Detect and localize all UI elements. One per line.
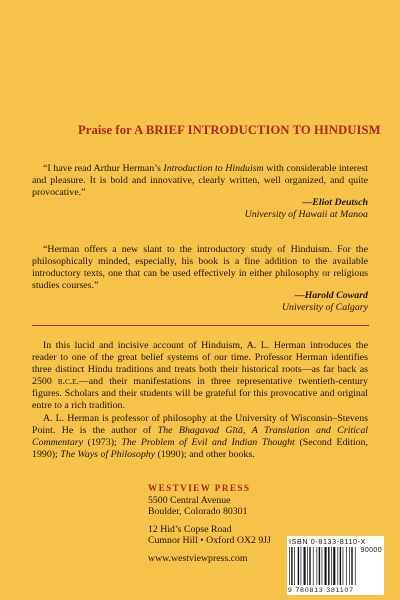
bio-book-1: The Bhagavad Gītā, A Translation and Critical Commentary xyxy=(32,425,368,448)
quote-coward: “Herman offers a new slant to the introductory study of Hinduism. For the philosophically minded, especially, his book is a fine addition to the available introductory texts, one that can be used effectively in either philosophy or religious studies courses.” xyxy=(32,244,368,291)
book-description xyxy=(32,340,368,412)
publisher-address-line-1: 5500 Central Avenue xyxy=(148,494,231,506)
praise-heading: Praise for A BRIEF INTRODUCTION TO HINDUISM xyxy=(78,123,381,137)
bio-text-mid-2: (Second Edition, 1990); xyxy=(32,437,368,460)
description-text-after: —and their manifestations in three representative twentieth-century figures. Scholars and their students will be grateful for this provocative and original entre to a rich tradition. xyxy=(32,376,368,411)
publisher-address-line-4: Cumnor Hill • Oxford OX2 9JJ xyxy=(148,535,271,547)
attribution-coward-affiliation: University of Calgary xyxy=(281,302,368,313)
quote-deutsch-title: Introduction to Hinduism xyxy=(163,163,264,174)
attribution-deutsch-name: —Eliot Deutsch xyxy=(302,197,368,208)
bio-text-after: (1990); and other books. xyxy=(155,449,255,460)
isbn-barcode xyxy=(287,536,384,595)
ean-number: 9 780813 381107 xyxy=(288,587,354,594)
publisher-block xyxy=(148,483,278,565)
publisher-name: WESTVIEW PRESS xyxy=(148,483,251,493)
publisher-website: www.westviewpress.com xyxy=(148,552,248,564)
description-text-before: In this lucid and incisive account of Hinduism, A. L. Herman introduces the reader to one of the great belief systems of our time. Professor Herman identifies three distinct Hindu traditions and treats both their historical roots—as far back as 2500 xyxy=(32,340,368,387)
attribution-coward xyxy=(282,290,368,314)
attribution-coward-name: —Harold Coward xyxy=(294,290,368,301)
attribution-deutsch-affiliation: University of Hawaii at Manoa xyxy=(244,209,368,220)
quote-deutsch-text-after: with considerable interest and pleasure. It is bold and innovative, clearly written, well organized, and quite provocative.” xyxy=(32,163,368,198)
attribution-deutsch xyxy=(245,197,368,221)
description-era: b.c.e. xyxy=(57,376,79,387)
bio-text-mid-1: (1973); xyxy=(83,437,122,448)
bio-text-before: A. L. Herman is professor of philosophy at the University of Wisconsin–Stevens Point. He is the author of xyxy=(32,413,368,436)
quote-deutsch-text-before: “I have read Arthur Herman’s xyxy=(43,163,164,174)
bio-book-3: The Ways of Philosophy xyxy=(60,449,156,460)
publisher-address-line-2: Boulder, Colorado 80301 xyxy=(148,506,248,518)
quote-deutsch xyxy=(32,163,368,199)
author-bio xyxy=(32,413,368,461)
isbn-number: ISBN 0-8133-8110-X xyxy=(289,537,366,546)
barcode-bars xyxy=(287,547,359,585)
publisher-address-line-3: 12 Hid’s Copse Road xyxy=(148,523,232,535)
price-code: 90000 xyxy=(360,547,382,554)
section-divider xyxy=(32,325,369,326)
bio-book-2: The Problem of Evil and Indian Thought xyxy=(121,437,295,448)
